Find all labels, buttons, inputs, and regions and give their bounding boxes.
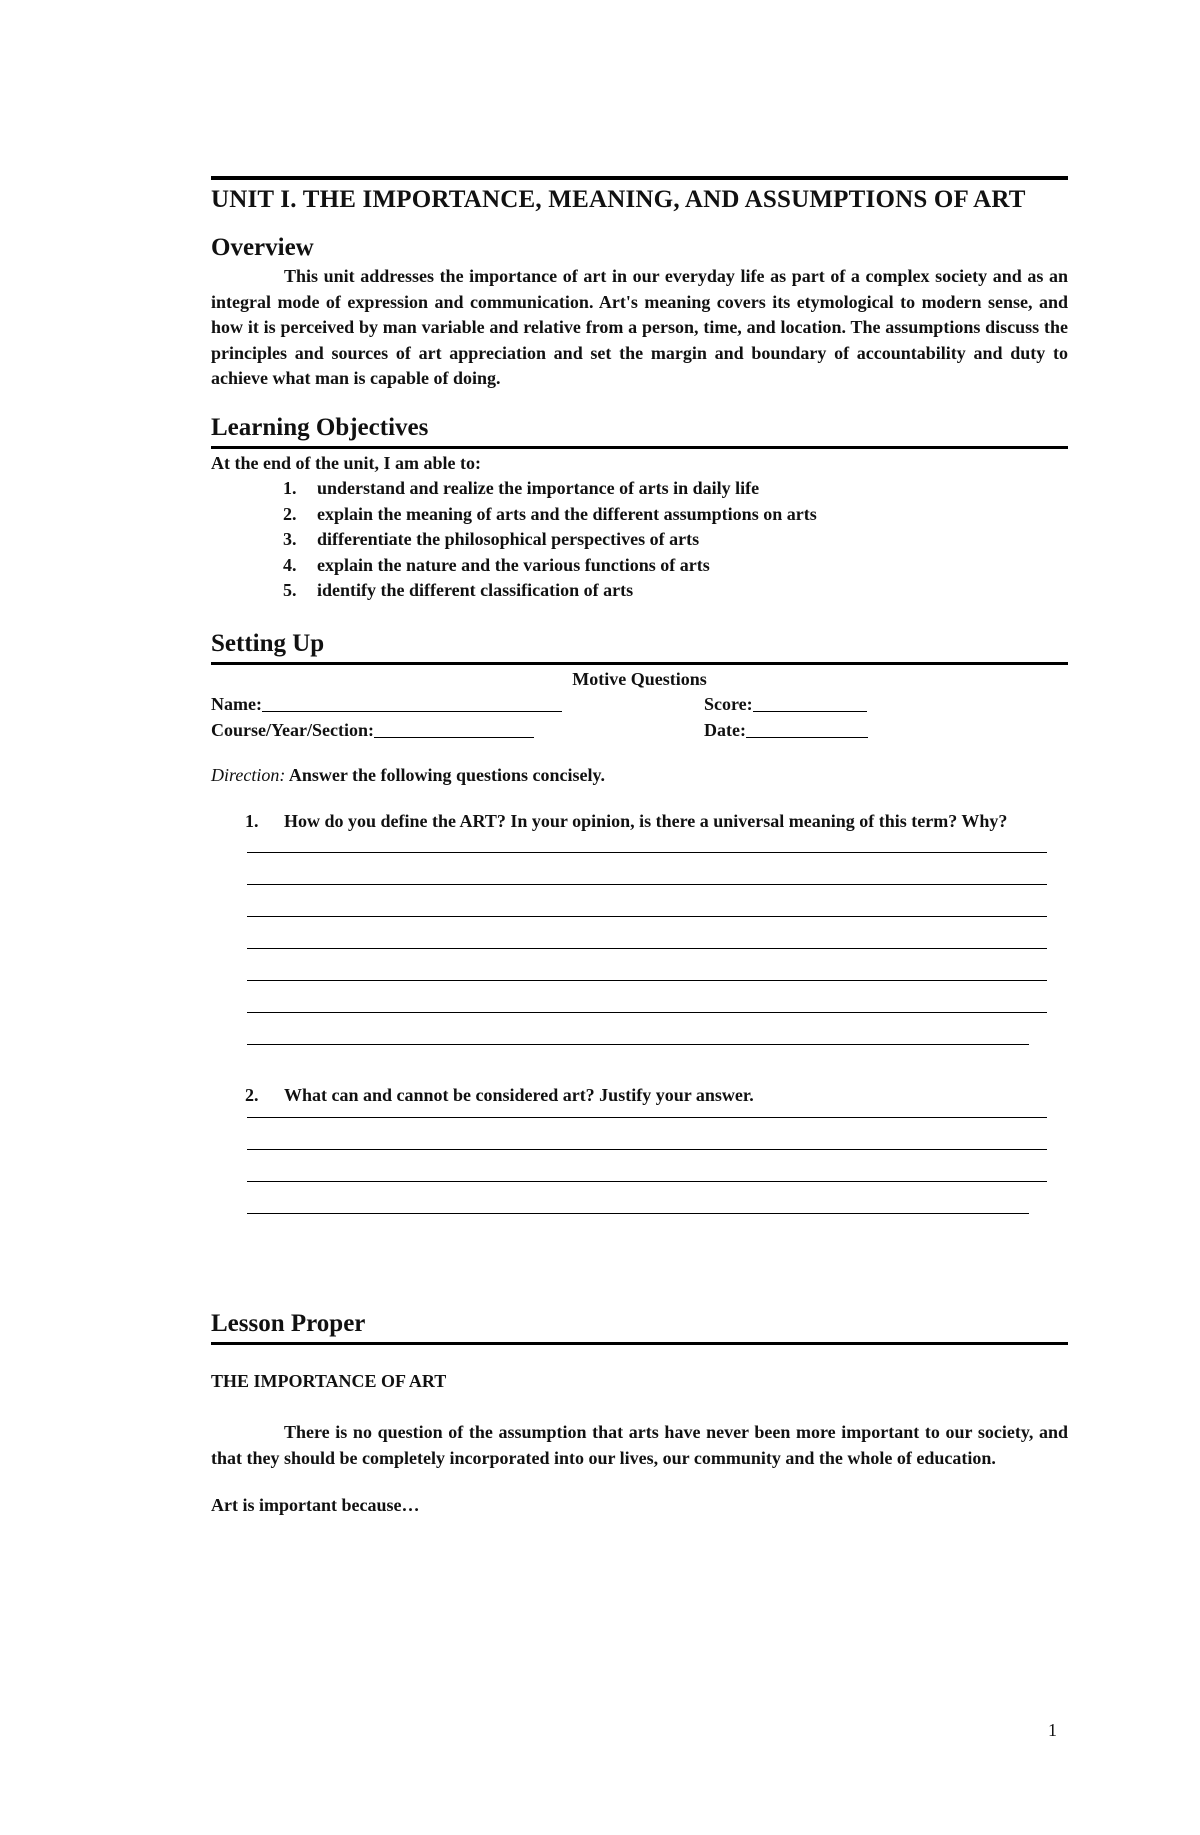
question-2-answer-area[interactable] [211, 1117, 1068, 1214]
score-field[interactable] [753, 692, 867, 712]
question-1: 1. How do you define the ART? In your opinion, is there a universal meaning of this term? Why? [211, 809, 1068, 835]
list-item: 3. differentiate the philosophical perspectives of arts [283, 529, 700, 549]
course-date-row [211, 718, 1068, 744]
overview-text: This unit addresses the importance of art in our everyday life as part of a complex society and as an integral mode of expression and communication. Art's meaning covers its etymological to modern sense, and how it is perceived by man variable and relative from a person, time, and location. The assumptions discuss the principles and sources of art appreciation and set the margin and boundary of accountability and duty to achieve what man is capable of doing. [211, 266, 1068, 388]
question-2: 2. What can and cannot be considered art? Justify your answer. [211, 1083, 1068, 1109]
answer-line[interactable] [247, 852, 1047, 853]
lesson-proper-rule [211, 1342, 1068, 1345]
direction-label: Direction: [211, 765, 286, 785]
document-page [211, 176, 1068, 1519]
name-score-row [211, 692, 1068, 718]
learning-objectives-heading: Learning Objectives [211, 413, 429, 441]
list-item: 2. explain the meaning of arts and the different assumptions on arts [283, 503, 817, 524]
question-2-text: What can and cannot be considered art? Justify your answer. [284, 1085, 754, 1105]
list-item: 1. understand and realize the importance of arts in daily life [283, 478, 760, 498]
question-1-text: How do you define the ART? In your opinion, is there a universal meaning of this term? Why? [284, 810, 1008, 831]
answer-line[interactable] [247, 1044, 1029, 1045]
learning-objectives-rule [211, 446, 1068, 449]
objectives-intro: At the end of the unit, I am able to: [211, 452, 481, 473]
score-label: Score: [704, 694, 753, 714]
lesson-paragraph: There is no question of the assumption that arts have never been more important to our society, and that they should be completely incorporated into our lives, our community and the whole of education. [211, 1422, 1068, 1468]
objectives-list [211, 476, 1068, 604]
lesson-subheading: THE IMPORTANCE OF ART [211, 1370, 447, 1391]
lesson-closing: Art is important because… [211, 1495, 420, 1515]
motive-questions-title: Motive Questions [572, 668, 707, 689]
question-1-answer-area[interactable] [211, 852, 1068, 1045]
name-label: Name: [211, 694, 262, 714]
lesson-proper-heading: Lesson Proper [211, 1309, 366, 1337]
top-rule [211, 176, 1068, 180]
answer-line[interactable] [247, 884, 1047, 885]
list-item: 5. identify the different classification of arts [283, 580, 634, 600]
setting-up-heading: Setting Up [211, 629, 325, 657]
answer-line[interactable] [247, 1012, 1047, 1013]
page-number: 1 [1048, 1720, 1057, 1740]
name-field[interactable] [262, 692, 562, 712]
unit-title: UNIT I. THE IMPORTANCE, MEANING, AND ASSUMPTIONS OF ART [211, 186, 1026, 213]
answer-line[interactable] [247, 1149, 1047, 1150]
course-label: Course/Year/Section: [211, 719, 374, 740]
direction-text: Answer the following questions concisely. [285, 765, 606, 785]
direction-line [211, 763, 1068, 789]
answer-line[interactable] [247, 948, 1047, 949]
overview-heading: Overview [211, 234, 314, 261]
list-item: 4. explain the nature and the various functions of arts [283, 554, 710, 575]
answer-line[interactable] [247, 1181, 1047, 1182]
date-label: Date: [704, 719, 746, 740]
answer-line[interactable] [247, 1213, 1029, 1214]
date-field[interactable] [746, 718, 868, 738]
course-field[interactable] [374, 718, 534, 738]
setting-up-rule [211, 662, 1068, 665]
answer-line[interactable] [247, 1117, 1047, 1118]
answer-line[interactable] [247, 916, 1047, 917]
answer-line[interactable] [247, 980, 1047, 981]
